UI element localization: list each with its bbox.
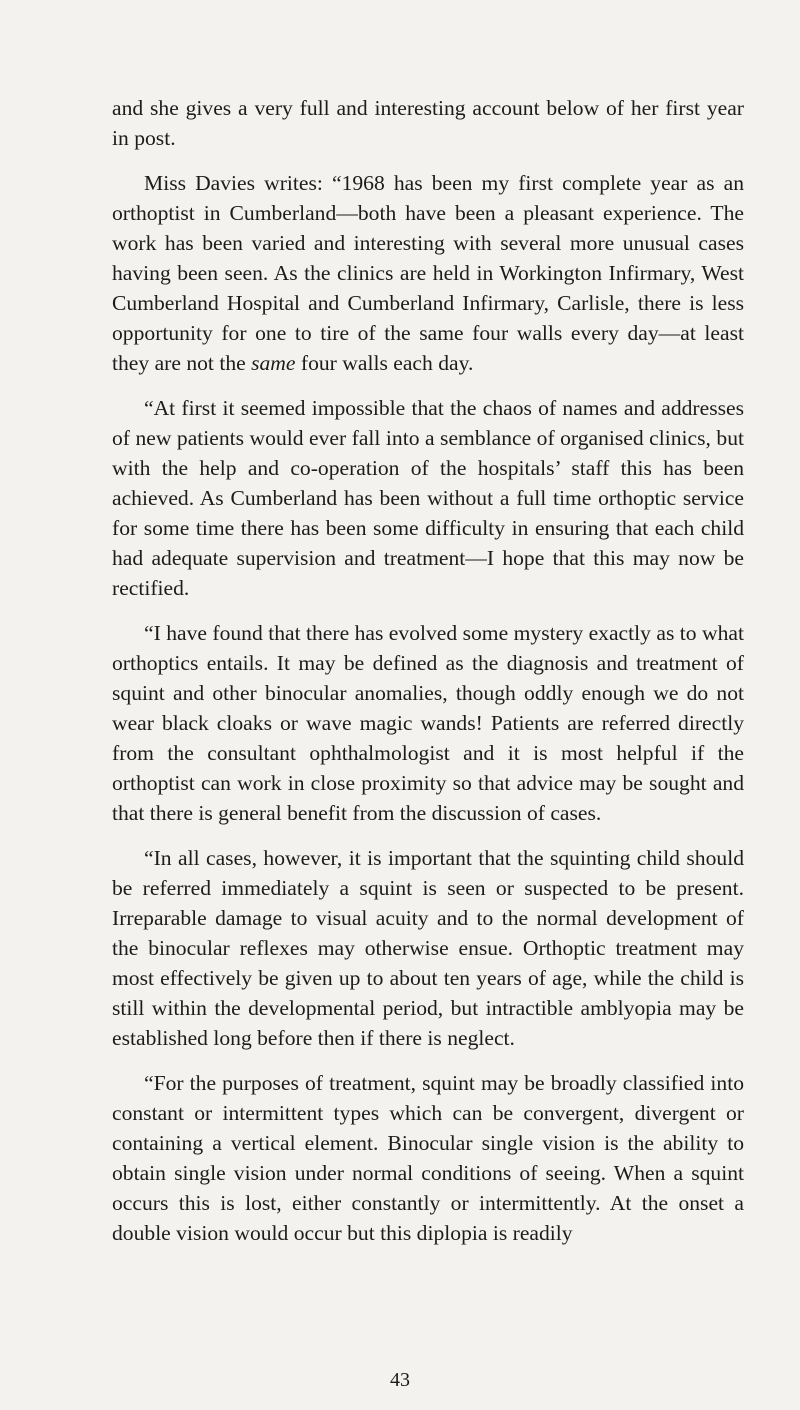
paragraph-continuation: and she gives a very full and interesting account below of her first year in post. bbox=[112, 96, 744, 150]
paragraph-davies-intro: Miss Davies writes: “1968 has been my first complete year as an orthoptist in Cumberland—both have been a pleasant experience. The work has been varied and interesting with several more unusual cases having been seen. As the clinics are held in Workington Infirmary, West Cumberland Hospital and Cumberland Infirmary, Carlisle, there is less opportunity for one to tire of the same four walls every day—at least they are not the same four walls each day. bbox=[112, 171, 744, 375]
paragraph-organised-clinics: “At first it seemed impossible that the chaos of names and addresses of new patients would ever fall into a semblance of organised clinics, but with the help and co-operation of the hospitals’ staff this has been achieved. As Cumberland has been without a full time orthoptic service for some time there has been some difficulty in ensuring that each child had adequate supervision and treatment—I hope that this may now be rectified. bbox=[112, 396, 744, 600]
page-number: 43 bbox=[390, 1369, 410, 1391]
paragraph-squint-classification: “For the purposes of treatment, squint may be broadly classified into constant or intermittent types which can be convergent, divergent or containing a vertical element. Binocular single vision is the ability to obtain single vision under normal conditions of seeing. When a squint occurs this is lost, either constantly or intermittently. At the onset a double vision would occur but this diplopia is readily bbox=[112, 1071, 744, 1245]
paragraph-orthoptics-mystery: “I have found that there has evolved some mystery exactly as to what orthoptics entails. It may be defined as the diagnosis and treatment of squint and other binocular anomalies, though oddly enough we do not wear black cloaks or wave magic wands! Patients are referred directly from the consultant ophthalmologist and it is most helpful if the orthoptist can work in close proximity so that advice may be sought and that there is general benefit from the discussion of cases. bbox=[112, 621, 744, 825]
emphasis-same: same bbox=[251, 351, 296, 375]
paragraph-squint-referral: “In all cases, however, it is important that the squinting child should be referred immediately a squint is seen or suspected to be present. Irreparable damage to visual acuity and to the normal development of the binocular reflexes may otherwise ensue. Orthoptic treatment may most effectively be given up to about ten years of age, while the child is still within the developmental period, but intractible amblyopia may be established long before then if there is neglect. bbox=[112, 846, 744, 1050]
body-text bbox=[112, 93, 744, 1263]
